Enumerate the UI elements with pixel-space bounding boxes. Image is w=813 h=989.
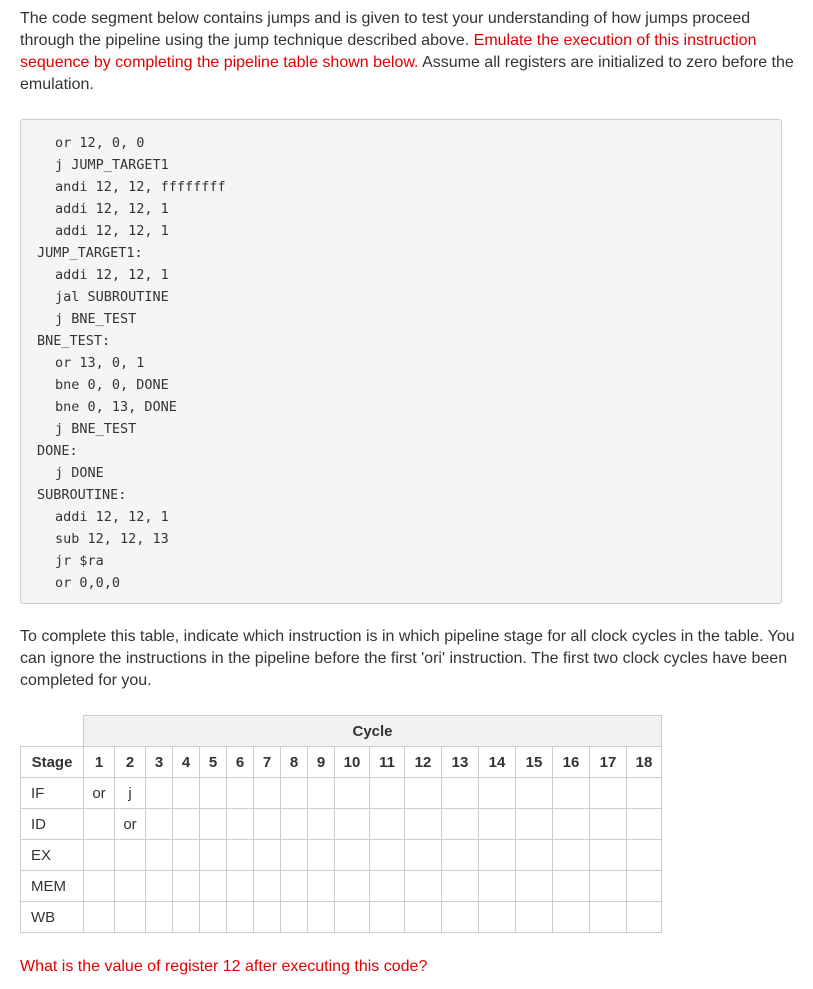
pipeline-cell[interactable] xyxy=(173,902,200,933)
code-line: or 12, 0, 0 xyxy=(55,135,145,151)
cycle-number: 10 xyxy=(335,747,370,778)
pipeline-cell[interactable] xyxy=(442,902,479,933)
pipeline-cell[interactable] xyxy=(254,778,281,809)
pipeline-cell[interactable] xyxy=(479,871,516,902)
pipeline-cell[interactable] xyxy=(200,778,227,809)
pipeline-cell[interactable] xyxy=(281,902,308,933)
cycle-number: 14 xyxy=(479,747,516,778)
cycle-number: 13 xyxy=(442,747,479,778)
pipeline-cell[interactable] xyxy=(405,809,442,840)
code-line: j JUMP_TARGET1 xyxy=(55,157,169,173)
pipeline-cell[interactable] xyxy=(84,902,115,933)
pipeline-cell[interactable] xyxy=(590,809,627,840)
pipeline-cell[interactable] xyxy=(370,778,405,809)
code-line: j BNE_TEST xyxy=(55,311,137,327)
cycle-header: Cycle xyxy=(84,716,662,747)
cycle-number: 9 xyxy=(308,747,335,778)
pipeline-cell[interactable] xyxy=(590,778,627,809)
pipeline-cell[interactable] xyxy=(227,809,254,840)
pipeline-cell[interactable] xyxy=(200,871,227,902)
pipeline-cell[interactable] xyxy=(308,778,335,809)
code-block xyxy=(20,119,782,604)
pipeline-cell[interactable] xyxy=(200,809,227,840)
pipeline-cell[interactable] xyxy=(442,809,479,840)
pipeline-cell[interactable] xyxy=(405,902,442,933)
pipeline-cell[interactable] xyxy=(627,778,662,809)
pipeline-cell[interactable] xyxy=(335,778,370,809)
question-text: What is the value of register 12 after executing this code? xyxy=(20,958,428,975)
pipeline-table xyxy=(20,715,662,933)
stage-row-wb xyxy=(21,902,662,933)
pipeline-cell[interactable] xyxy=(84,840,115,871)
pipeline-cell[interactable] xyxy=(115,840,146,871)
table-instructions: To complete this table, indicate which instruction is in which pipeline stage for all clock cycles in the table. You can ignore the instructions in the pipeline before the first 'ori' instruction. The first two clock cycles have been completed for you. xyxy=(20,628,795,689)
pipeline-cell[interactable] xyxy=(84,871,115,902)
pipeline-cell[interactable]: or xyxy=(115,809,146,840)
pipeline-cell[interactable] xyxy=(308,871,335,902)
pipeline-cell[interactable] xyxy=(281,840,308,871)
pipeline-cell[interactable] xyxy=(590,902,627,933)
table-corner xyxy=(21,716,84,747)
stage-row-if xyxy=(21,778,662,809)
cycle-number: 16 xyxy=(553,747,590,778)
pipeline-cell[interactable] xyxy=(281,871,308,902)
pipeline-cell[interactable] xyxy=(335,902,370,933)
pipeline-cell[interactable] xyxy=(442,778,479,809)
pipeline-cell[interactable] xyxy=(405,871,442,902)
pipeline-cell[interactable] xyxy=(516,840,553,871)
code-line: addi 12, 12, 1 xyxy=(55,267,169,283)
pipeline-cell[interactable] xyxy=(146,871,173,902)
stage-label: EX xyxy=(21,840,84,871)
pipeline-cell[interactable] xyxy=(173,809,200,840)
pipeline-cell[interactable] xyxy=(308,902,335,933)
stage-label: WB xyxy=(21,902,84,933)
pipeline-cell[interactable] xyxy=(479,809,516,840)
pipeline-cell[interactable] xyxy=(627,809,662,840)
pipeline-cell[interactable] xyxy=(115,902,146,933)
code-line: or 13, 0, 1 xyxy=(55,355,145,371)
pipeline-cell[interactable] xyxy=(553,778,590,809)
cycle-number: 6 xyxy=(227,747,254,778)
pipeline-cell[interactable] xyxy=(516,902,553,933)
pipeline-cell[interactable] xyxy=(173,871,200,902)
pipeline-cell[interactable] xyxy=(405,778,442,809)
pipeline-cell[interactable] xyxy=(200,840,227,871)
intro-instruction-red: Emulate the execution of this instruction sequence by completing the pipeline table shown below. xyxy=(20,32,757,71)
pipeline-cell[interactable] xyxy=(370,902,405,933)
pipeline-cell[interactable] xyxy=(227,871,254,902)
pipeline-cell[interactable] xyxy=(146,840,173,871)
code-line: addi 12, 12, 1 xyxy=(55,201,169,217)
cycle-number: 3 xyxy=(146,747,173,778)
pipeline-cell[interactable] xyxy=(516,778,553,809)
pipeline-cell[interactable] xyxy=(370,840,405,871)
pipeline-cell[interactable] xyxy=(146,778,173,809)
code-line: jal SUBROUTINE xyxy=(55,289,169,305)
code-line: bne 0, 13, DONE xyxy=(55,399,177,415)
pipeline-cell[interactable] xyxy=(200,902,227,933)
pipeline-cell[interactable]: or xyxy=(84,778,115,809)
pipeline-cell[interactable] xyxy=(146,809,173,840)
code-label: JUMP_TARGET1: xyxy=(37,245,143,261)
pipeline-cell[interactable] xyxy=(335,840,370,871)
intro-tail-text: Assume all registers are initialized to zero before the emulation. xyxy=(20,54,794,93)
cycle-number-row xyxy=(21,747,662,778)
pipeline-cell[interactable] xyxy=(627,902,662,933)
cycle-number: 2 xyxy=(115,747,146,778)
code-line: andi 12, 12, ffffffff xyxy=(55,179,226,195)
pipeline-cell[interactable] xyxy=(281,809,308,840)
pipeline-cell[interactable] xyxy=(590,840,627,871)
code-line: sub 12, 12, 13 xyxy=(55,531,169,547)
cycle-number: 17 xyxy=(590,747,627,778)
stage-label: IF xyxy=(21,778,84,809)
cycle-number: 5 xyxy=(200,747,227,778)
pipeline-cell[interactable] xyxy=(553,871,590,902)
pipeline-cell[interactable] xyxy=(84,809,115,840)
code-line: j BNE_TEST xyxy=(55,421,137,437)
stage-row-ex xyxy=(21,840,662,871)
cycle-number: 1 xyxy=(84,747,115,778)
pipeline-cell[interactable] xyxy=(335,871,370,902)
pipeline-cell[interactable] xyxy=(254,809,281,840)
pipeline-cell[interactable] xyxy=(479,840,516,871)
pipeline-cell[interactable] xyxy=(370,809,405,840)
intro-text: The code segment below contains jumps and is given to test your understanding of how jumps proceed through the pipeline using the jump technique described above. xyxy=(20,10,751,49)
cycle-number: 15 xyxy=(516,747,553,778)
cycle-number: 4 xyxy=(173,747,200,778)
pipeline-cell[interactable] xyxy=(227,840,254,871)
code-label: BNE_TEST: xyxy=(37,333,111,349)
stage-row-id xyxy=(21,809,662,840)
pipeline-cell[interactable] xyxy=(173,840,200,871)
pipeline-cell[interactable] xyxy=(627,840,662,871)
pipeline-cell[interactable] xyxy=(479,778,516,809)
cycle-number: 7 xyxy=(254,747,281,778)
code-line: bne 0, 0, DONE xyxy=(55,377,169,393)
code-line: jr $ra xyxy=(55,553,104,569)
cycle-number: 12 xyxy=(405,747,442,778)
pipeline-cell[interactable] xyxy=(370,871,405,902)
cycle-number: 11 xyxy=(370,747,405,778)
pipeline-cell[interactable] xyxy=(405,840,442,871)
pipeline-cell[interactable] xyxy=(146,902,173,933)
pipeline-cell[interactable] xyxy=(254,902,281,933)
pipeline-cell[interactable] xyxy=(281,778,308,809)
cycle-number: 18 xyxy=(627,747,662,778)
stage-row-mem xyxy=(21,871,662,902)
pipeline-cell[interactable] xyxy=(553,902,590,933)
pipeline-cell[interactable] xyxy=(308,840,335,871)
stage-label: ID xyxy=(21,809,84,840)
cycle-number: 8 xyxy=(281,747,308,778)
pipeline-cell[interactable] xyxy=(335,809,370,840)
pipeline-cell[interactable] xyxy=(553,809,590,840)
intro-paragraph xyxy=(20,8,795,96)
stage-header: Stage xyxy=(21,747,84,778)
code-line: j DONE xyxy=(55,465,104,481)
code-label: SUBROUTINE: xyxy=(37,487,127,503)
pipeline-cell[interactable] xyxy=(442,840,479,871)
code-line: addi 12, 12, 1 xyxy=(55,509,169,525)
stage-label: MEM xyxy=(21,871,84,902)
pipeline-cell[interactable] xyxy=(627,871,662,902)
pipeline-cell[interactable] xyxy=(442,871,479,902)
pipeline-cell[interactable]: j xyxy=(115,778,146,809)
pipeline-cell[interactable] xyxy=(173,778,200,809)
code-label: DONE: xyxy=(37,443,78,459)
cycle-header-row xyxy=(21,716,662,747)
pipeline-cell[interactable] xyxy=(590,871,627,902)
pipeline-cell[interactable] xyxy=(115,871,146,902)
pipeline-cell[interactable] xyxy=(516,871,553,902)
pipeline-cell[interactable] xyxy=(254,871,281,902)
pipeline-cell[interactable] xyxy=(516,809,553,840)
pipeline-cell[interactable] xyxy=(227,778,254,809)
code-line: addi 12, 12, 1 xyxy=(55,223,169,239)
code-line: or 0,0,0 xyxy=(55,575,121,591)
pipeline-cell[interactable] xyxy=(227,902,254,933)
pipeline-cell[interactable] xyxy=(553,840,590,871)
pipeline-cell[interactable] xyxy=(308,809,335,840)
pipeline-cell[interactable] xyxy=(479,902,516,933)
pipeline-cell[interactable] xyxy=(254,840,281,871)
